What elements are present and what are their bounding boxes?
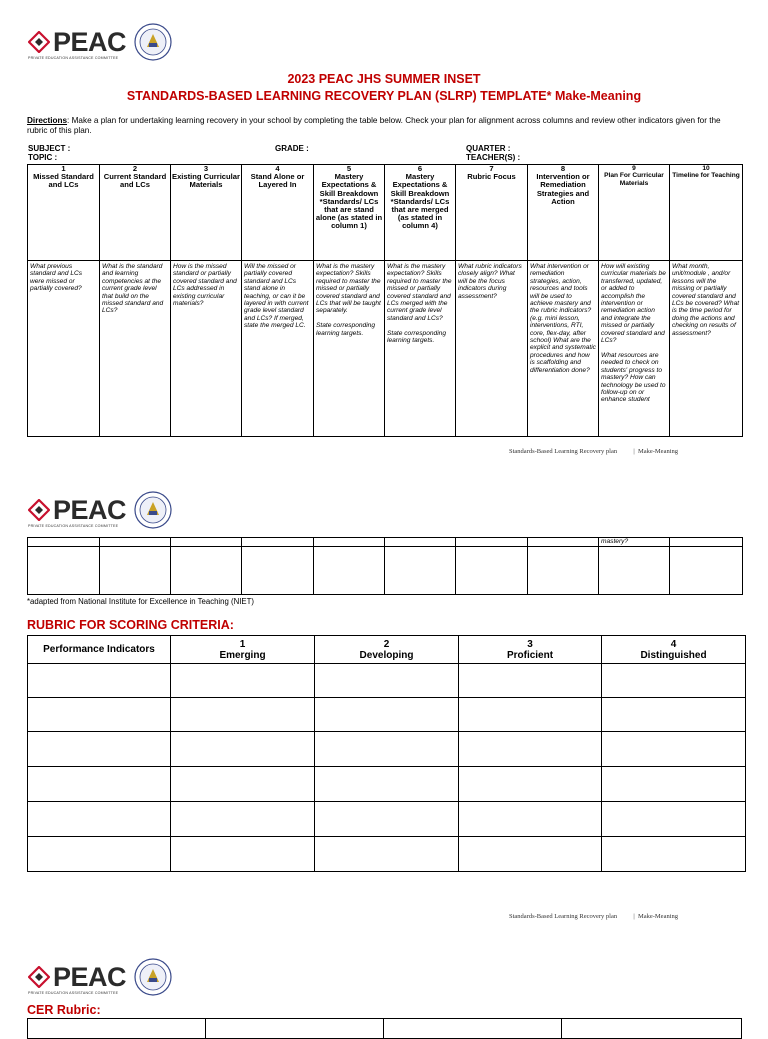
directions bbox=[27, 116, 743, 135]
prompt-cell: What is the standard and learning competencies at the current grade level that build on the missed standard and LCs? bbox=[100, 261, 171, 437]
col-header: 1 Missed Standard and LCs bbox=[28, 165, 100, 261]
footer-1: Standards-Based Learning Recovery plan | Make-Meaning bbox=[509, 448, 679, 455]
cer-rubric-table bbox=[27, 1018, 742, 1039]
peac-logo-1 bbox=[28, 22, 172, 62]
slrp-table bbox=[27, 164, 743, 437]
meta-grade: GRADE : bbox=[275, 144, 309, 153]
peac-logo-3 bbox=[28, 957, 172, 997]
main-title-line1: 2023 PEAC JHS SUMMER INSET bbox=[287, 72, 481, 86]
rubric-row bbox=[28, 837, 746, 872]
col-header: 7 Rubric Focus bbox=[456, 165, 528, 261]
footer-2: Standards-Based Learning Recovery plan | Make-Meaning bbox=[509, 913, 679, 920]
peac-wordmark: PEAC bbox=[53, 494, 127, 525]
deped-seal-icon bbox=[134, 23, 172, 61]
peac-wordmark: PEAC bbox=[53, 961, 127, 992]
col-header: 8 Intervention or Remediation Strategies and Action bbox=[528, 165, 599, 261]
prompt-cell: How will existing curricular materials be transferred, updated, or added to accomplish the intervention or remediation action and integrate the missed or partially covered standard and LCs? What resources are needed to check on students' progress to mastery? How can technology be used to follow-up on or enhance student bbox=[599, 261, 670, 437]
col-header: 3 Existing Curricular Materials bbox=[171, 165, 242, 261]
col-header: 9 Plan For Curricular Materials bbox=[599, 165, 670, 261]
peac-subtitle: PRIVATE EDUCATION ASSISTANCE COMMITTEE bbox=[28, 56, 119, 60]
meta-topic: TOPIC : bbox=[28, 153, 58, 162]
peac-subtitle: PRIVATE EDUCATION ASSISTANCE COMMITTEE bbox=[28, 524, 119, 528]
col-header: 10 Timeline for Teaching bbox=[670, 165, 743, 261]
col-header: 4 Stand Alone or Layered In bbox=[242, 165, 314, 261]
prompt-cell: What intervention or remediation strategies, action, resources and tools will be used to achieve mastery and the rubric indicators? (e.g. mini lesson, interventions, RTI, core, flex-day, after school) What are the explicit and systematic procedures and how is scaffolding and differentiation done? bbox=[528, 261, 599, 437]
col-header: 2 Current Standard and LCs bbox=[100, 165, 171, 261]
level-header: 1 Emerging bbox=[171, 636, 315, 664]
directions-label: Directions bbox=[27, 116, 68, 125]
main-title-line2: STANDARDS-BASED LEARNING RECOVERY PLAN (SLRP) TEMPLATE* Make-Meaning bbox=[126, 89, 642, 103]
prompt-cell: How is the missed standard or partially covered standard and LCs addressed in existing curricular materials? bbox=[171, 261, 242, 437]
prompt-cell: What is the mastery expectation? Skills required to master the missed or partially covered standard and LCs merged with the current grade level standard and LCs? State corresponding learning targets. bbox=[385, 261, 456, 437]
level-header: 4 Distinguished bbox=[602, 636, 746, 664]
cer-rubric-title: CER Rubric: bbox=[27, 1003, 101, 1017]
peac-mark-icon bbox=[28, 499, 50, 521]
rubric-row bbox=[28, 664, 746, 698]
meta-teachers: TEACHER(S) : bbox=[466, 153, 521, 162]
level-header: 2 Developing bbox=[315, 636, 459, 664]
empty-row bbox=[28, 547, 743, 595]
continued-cell: mastery? bbox=[599, 538, 670, 547]
peac-logo-2 bbox=[28, 490, 172, 530]
meta-quarter: QUARTER : bbox=[466, 144, 511, 153]
rubric-row bbox=[28, 802, 746, 837]
niet-note: *adapted from National Institute for Excellence in Teaching (NIET) bbox=[27, 597, 254, 606]
prompt-cell: What is the mastery expectation? Skills required to master the missed or partially covered standard and LCs that will be taught separately. State corresponding learning targets. bbox=[314, 261, 385, 437]
level-header: 3 Proficient bbox=[459, 636, 602, 664]
col-header: 5 Mastery Expectations & Skill Breakdown *Standards/ LCs that are stand alone (as stated in column 1) bbox=[314, 165, 385, 261]
rubric-title: RUBRIC FOR SCORING CRITERIA: bbox=[27, 618, 234, 632]
rubric-row bbox=[28, 698, 746, 732]
rubric-table bbox=[27, 635, 746, 872]
rubric-row bbox=[28, 767, 746, 802]
col-header: 6 Mastery Expectations & Skill Breakdown *Standards/ LCs that are merged (as stated in column 4) bbox=[385, 165, 456, 261]
cer-header-row bbox=[28, 1019, 742, 1039]
directions-text: : Make a plan for undertaking learning recovery in your school by completing the table below. Check your plan for alignment across columns and review other indicators given for the rubric of this plan. bbox=[27, 116, 721, 135]
deped-seal-icon bbox=[134, 491, 172, 529]
deped-seal-icon bbox=[134, 958, 172, 996]
peac-subtitle: PRIVATE EDUCATION ASSISTANCE COMMITTEE bbox=[28, 991, 119, 995]
prompt-cell: What rubric indicators closely align? What will be the focus indicators during assessment? bbox=[456, 261, 528, 437]
performance-indicators-header: Performance Indicators bbox=[28, 636, 171, 664]
continued-row bbox=[28, 538, 743, 547]
slrp-prompt-row bbox=[28, 261, 743, 437]
slrp-table-continued bbox=[27, 537, 743, 595]
slrp-header-row bbox=[28, 165, 743, 261]
rubric-row bbox=[28, 732, 746, 767]
peac-mark-icon bbox=[28, 31, 50, 53]
rubric-header-row bbox=[28, 636, 746, 664]
peac-wordmark: PEAC bbox=[53, 26, 127, 57]
peac-mark-icon bbox=[28, 966, 50, 988]
prompt-cell: Will the missed or partially covered standard and LCs stand alone in teaching, or can it be layered in with current grade level standard and LCs? If merged, state the merged LC. bbox=[242, 261, 314, 437]
meta-subject: SUBJECT : bbox=[28, 144, 71, 153]
prompt-cell: What previous standard and LCs were missed or partially covered? bbox=[28, 261, 100, 437]
prompt-cell: What month, unit/module , and/or lessons will the missing or partially covered standard and LCs be covered? What is the time period for doing the actions and checking on results of assessment? bbox=[670, 261, 743, 437]
